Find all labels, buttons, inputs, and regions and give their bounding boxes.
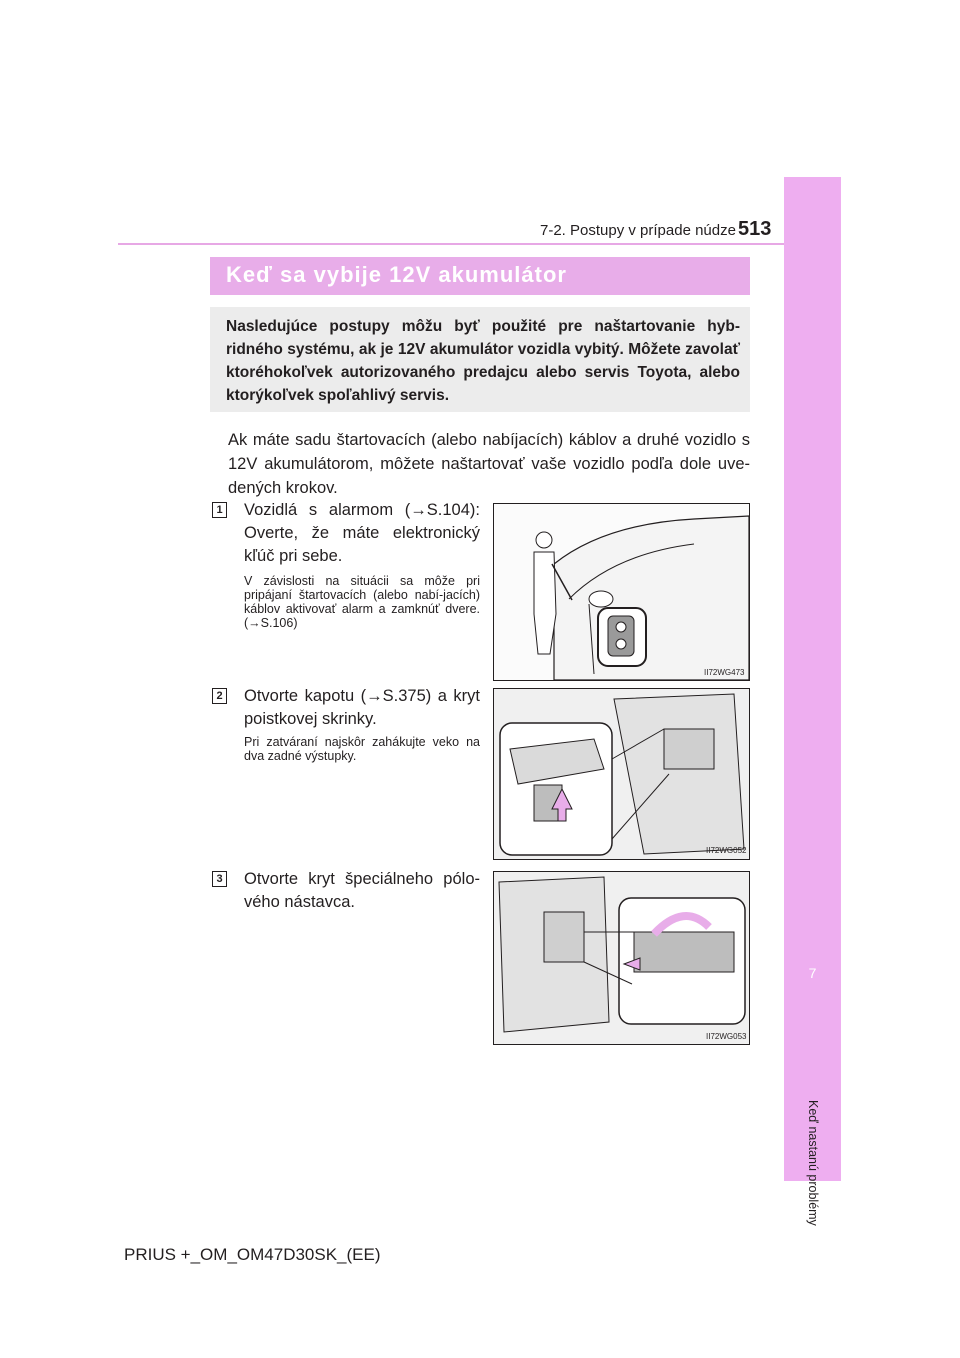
step-1-note: V závislosti na situácii sa môže pri pripájaní štartovacích (alebo nabí-jacích) káblov aktivovať alarm a zamknúť dvere. (→S.106)	[244, 574, 480, 630]
terminal-illustration	[494, 872, 749, 1044]
figure-3-code: II72WG053	[706, 1032, 747, 1041]
step-2-title: Otvorte kapotu (→S.375) a kryt poistkovej skrinky.	[244, 687, 480, 728]
intro-text: Nasledujúce postupy môžu byť použité pre naštartovanie hyb-ridného systému, ak je 12V akumulátor vozidla vybitý. Môžete zavolať ktoréhokoľvek autorizovaného predajcu alebo servis Toyota, alebo ktorýkoľvek spoľahlivý servis.	[226, 318, 740, 404]
figure-electronic-key	[493, 503, 750, 681]
step-3-title: Otvorte kryt špeciálneho pólo-vého nástavca.	[244, 870, 480, 911]
chapter-side-tab	[784, 177, 841, 1181]
figure-fuse-box	[493, 688, 750, 860]
car-door-illustration	[494, 504, 749, 680]
footer-model-code: PRIUS +_OM_OM47D30SK_(EE)	[124, 1245, 381, 1264]
step-number-1: 1	[212, 502, 227, 518]
body-paragraph: Ak máte sadu štartovacích (alebo nabíjacích) káblov a druhé vozidlo s 12V akumulátorom, môžete naštartovať vaše vozidlo podľa dole uve-dených krokov.	[228, 431, 750, 497]
chapter-number: 7	[808, 965, 817, 981]
page-number: 513	[738, 218, 772, 240]
figure-1-code: II72WG473	[704, 668, 745, 677]
figure-terminal-cover	[493, 871, 750, 1045]
header-rule	[118, 243, 786, 245]
engine-bay-illustration	[494, 689, 749, 859]
step-2-note: Pri zatváraní najskôr zahákujte veko na dva zadné výstupky.	[244, 735, 480, 763]
figure-2-code: II72WG052	[706, 846, 747, 855]
step-1-title: Vozidlá s alarmom (→S.104): Overte, že máte elektronický kľúč pri sebe.	[244, 501, 480, 565]
page-title: Keď sa vybije 12V akumulátor	[226, 262, 567, 287]
step-number-3: 3	[212, 871, 227, 887]
step-number-2: 2	[212, 688, 227, 704]
section-reference: 7-2. Postupy v prípade núdze	[540, 222, 736, 239]
chapter-title: Keď nastanú problémy	[806, 1100, 820, 1226]
